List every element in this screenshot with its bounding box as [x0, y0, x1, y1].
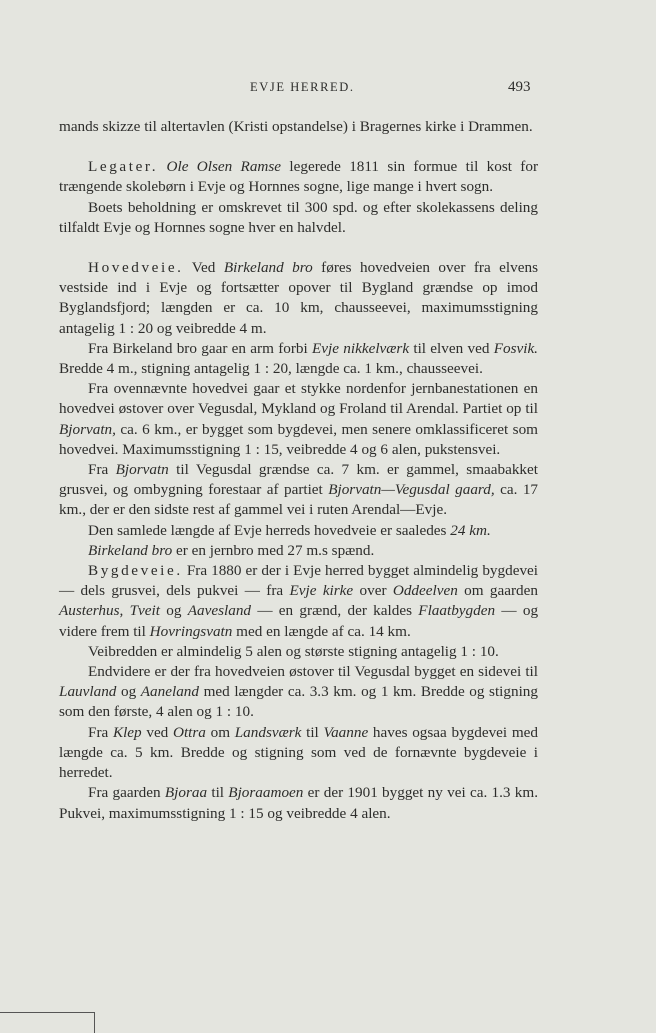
paragraph-iron-bridge: Birkeland bro er en jernbro med 27 m.s spænd. — [88, 541, 375, 559]
paragraph-bygdeveie: Bygdeveie. Fra 1880 er der i Evje herred bygget almindelig bygdevei — dels grusvei, dels pukvei — fra Evje kirke over Oddeelven om gaarden Austerhus, Tveit og Aavesland — en grænd, der kaldes Flaatbygden — og videre frem til Hovringsvatn med en længde af ca. 14 km. — [59, 562, 539, 640]
paragraph-boets: Boets beholdning er omskrevet til 300 spd. og efter skolekassens deling tilfaldt Evje og Hornnes sogne hver en halvdel. — [59, 198, 538, 236]
running-head: EVJE HERRED. — [250, 80, 355, 94]
paragraph-birkeland-arm: Fra Birkeland bro gaar en arm forbi Evje nikkelværk til elven ved Fosvik. Bredde 4 m., stigning antagelig 1 : 20, længde ca. 1 km., chausseevei. — [59, 339, 538, 378]
paragraph-bjorvatn: Fra Bjorvatn til Vegusdal grændse ca. 7 km. er gammel, smaabakket grusvei, og ombygning forestaar af partiet Bjorvatn—Vegusdal gaard, ca. 17 km., der er den sidste rest af gammel vei i ruten Arendal—Evje. — [59, 461, 539, 519]
section-label-hovedveie: Hovedveie. — [88, 259, 184, 277]
page-edge-mark — [0, 1012, 95, 1033]
paragraph-sidevei: Endvidere er der fra hovedveien østover til Vegusdal bygget en sidevei til Lauvland og Aaneland med længder ca. 3.3 km. og 1 km. Bredde og stigning som den første, 4 alen og 1 : 10. — [59, 663, 538, 721]
paragraph-arendal-road: Fra ovennævnte hovedvei gaar et stykke nordenfor jernbanestationen en hovedvei østover over Vegusdal, Mykland og Froland til Arendal. Partiet op til Bjorvatn, ca. 6 km., er bygget som bygdevei, men senere omklassificeret som hovedvei. Maximumsstigning 1 : 15, veibredde 4 og 6 alen, pukstensvei. — [59, 380, 538, 458]
section-label-legater: Legater. — [88, 158, 159, 176]
paragraph-veibredde: Veibredden er almindelig 5 alen og største stigning antagelig 1 : 10. — [88, 642, 499, 660]
paragraph-legater: Legater. Ole Olsen Ramse legerede 1811 sin formue til kost for trængende skolebørn i Evje og Hornnes sogne, lige mange i hvert sogn. — [59, 158, 539, 196]
section-label-bygdeveie: Bygdeveie. — [88, 562, 183, 580]
body-text — [59, 117, 538, 824]
paragraph-klep: Fra Klep ved Ottra om Landsværk til Vaanne haves ogsaa bygdevei med længde ca. 5 km. Bredde og stigning som ved de fornævnte bygdeveie i herredet. — [59, 723, 538, 782]
paragraph-altar: mands skizze til altertavlen (Kristi opstandelse) i Bragernes kirke i Drammen. — [59, 118, 533, 135]
page-number: 493 — [508, 79, 531, 95]
page-header — [0, 80, 656, 100]
paragraph-total-length: Den samlede længde af Evje herreds hovedveie er saaledes 24 km. — [88, 521, 491, 539]
paragraph-hovedveie: Hovedveie. Ved Birkeland bro føres hovedveien over fra elvens vestside ind i Evje og fortsætter opover til Bygland grændse op imod Byglandsfjord; længden er ca. 10 km, chausseevei, maximumsstigning antagelig 1 : 20 og veibredde 4 m. — [59, 259, 538, 337]
paragraph-bjoraa: Fra gaarden Bjoraa til Bjoraamoen er der 1901 bygget ny vei ca. 1.3 km. Pukvei, maximumsstigning 1 : 15 og veibredde 4 alen. — [59, 784, 538, 822]
